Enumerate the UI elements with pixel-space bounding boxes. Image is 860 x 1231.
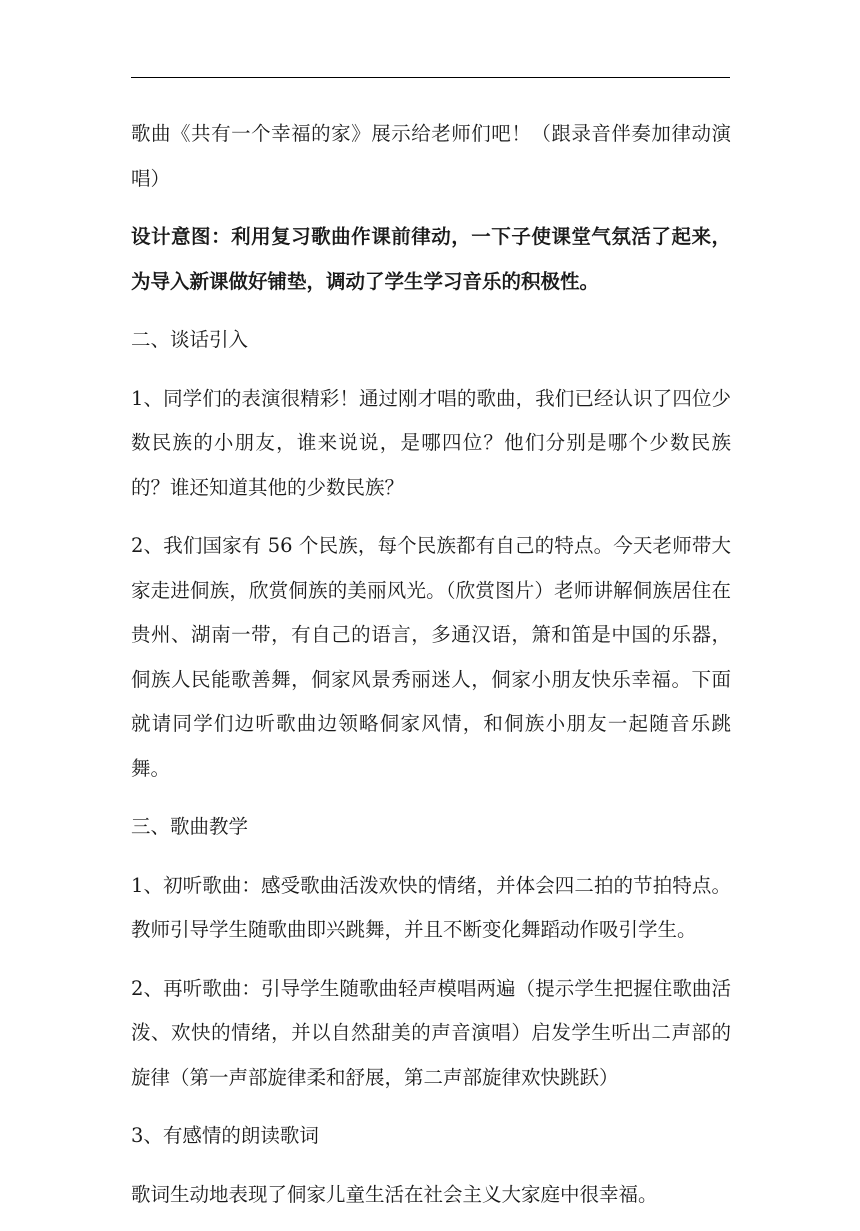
paragraph-second-listen: 2、再听歌曲：引导学生随歌曲轻声模唱两遍（提示学生把握住歌曲活泼、欢快的情绪，并以自然甜美的声音演唱）启发学生听出二声部的旋律（第一声部旋律柔和舒展，第二声部旋律欢快跳跃） bbox=[131, 976, 731, 1089]
paragraph-conversation-1: 1、同学们的表演很精彩！通过刚才唱的歌曲，我们已经认识了四位少数民族的小朋友，谁来说说，是哪四位？他们分别是哪个少数民族的？谁还知道其他的少数民族？ bbox=[131, 386, 731, 499]
paragraph-song-display: 歌曲《共有一个幸福的家》展示给老师们吧！（跟录音伴奏加律动演唱） bbox=[131, 122, 731, 190]
section-heading-conversation: 二、谈话引入 bbox=[131, 328, 249, 351]
paragraph-first-listen: 1、初听歌曲：感受歌曲活泼欢快的情绪，并体会四二拍的节拍特点。教师引导学生随歌曲即兴跳舞，并且不断变化舞蹈动作吸引学生。 bbox=[131, 873, 731, 941]
paragraph-lyrics-description: 歌词生动地表现了侗家儿童生活在社会主义大家庭中很幸福。 bbox=[131, 1182, 658, 1206]
section-heading-song-teaching: 三、歌曲教学 bbox=[131, 815, 249, 838]
paragraph-read-lyrics: 3、有感情的朗读歌词 bbox=[131, 1124, 319, 1147]
header-rule bbox=[131, 77, 730, 78]
paragraph-conversation-2: 2、我们国家有 56 个民族，每个民族都有自己的特点。今天老师带大家走进侗族，欣赏侗族的美丽风光。（欣赏图片）老师讲解侗族居住在贵州、湖南一带，有自己的语言，多通汉语，箫和笛是中国的乐器，侗族人民能歌善舞，侗家风景秀丽迷人，侗家小朋友快乐幸福。下面就请同学们边听歌曲边领略侗家风情，和侗族小朋友一起随音乐跳舞。 bbox=[131, 534, 731, 780]
paragraph-design-intent: 设计意图：利用复习歌曲作课前律动，一下子使课堂气氛活了起来，为导入新课做好铺垫，调动了学生学习音乐的积极性。 bbox=[131, 225, 731, 293]
document-body bbox=[131, 112, 731, 1231]
